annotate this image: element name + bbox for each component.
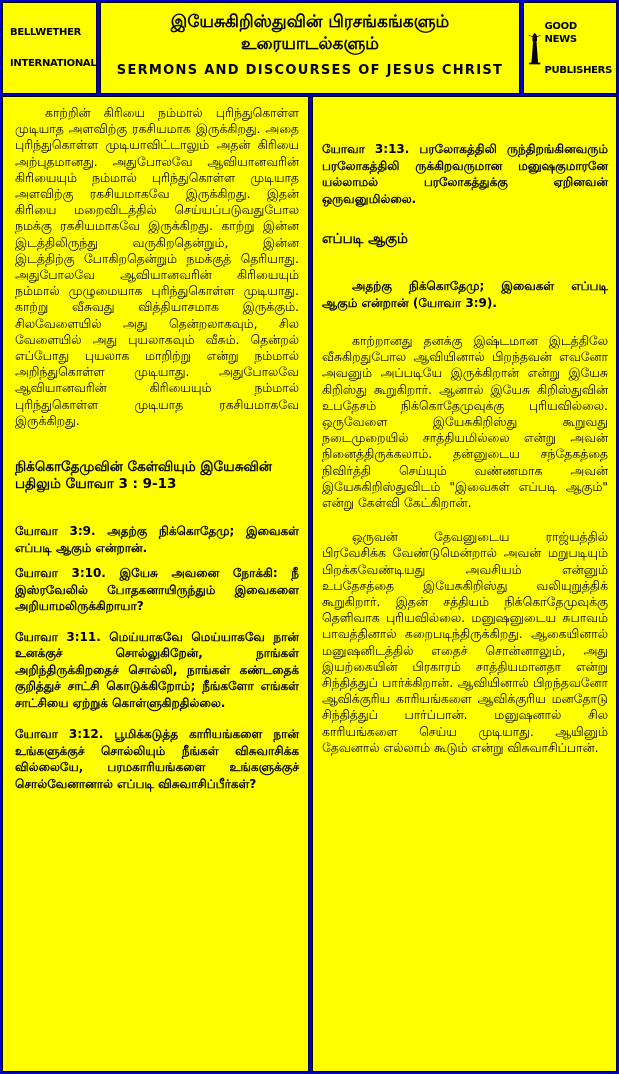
paragraph-2: ஒருவன் தேவனுடைய ராஜ்யத்தில் பிரவேசிக்க வேண்டுமென்றால் அவன் மறுபடியும் பிறக்கவேண்டியது அவசியம் என்னும் உபதேசத்தை இயேசுகிறிஸ்து வலியுறுத்திக் கூறுகிறார். இதன் சத்தியம் நிக்கொதேமுவுக்கு தெளிவாக புரியவில்லை. மனுஷனுடைய சுபாவம் பாவத்தினால் கறைபடிந்திருக்கிறது. ஆகையினால் மனுஷனிடத்தில் எதைச் சொன்னாலும், அது இயற்கையின் பிரகாரம் சாத்தியமானதா என்று சிந்தித்துப் பார்க்கிறான். ஆவியினால் பிறந்தவனோ ஆவிக்குரிய காரியங்களை ஆவிக்குரிய மனதோடு சிந்தித்துப் பார்ப்பான். மனுஷனால் சில காரியங்களை செய்ய முடியாது. ஆயினும் தேவனால் எல்லாம் கூடும் என்று விசுவாசிப்பான்.: [322, 529, 608, 755]
verse-3-12: யோவா 3:12. பூமிக்கடுத்த காரியங்களை நான் உங்களுக்குச் சொல்லியும் நீங்கள் விசுவாசிக்க வில்லையே, பரமகாரியங்களை உங்களுக்குச் சொல்வேனானால் எப்படி விசுவாசிப்பீர்கள்?: [15, 727, 299, 791]
logo-right-line1: GOOD NEWS: [544, 20, 577, 45]
good-news-publishers-logo: [523, 2, 617, 94]
page-title-tamil-line1: இயேசுகிறிஸ்துவின் பிரசங்கங்களும்: [170, 12, 450, 32]
logo-right-line2: PUBLISHERS: [544, 64, 612, 76]
section-heading: நிக்கொதேமுவின் கேள்வியும் இயேசுவின் பதிலும் யோவா 3 : 9-13: [15, 459, 272, 493]
verse-3-11: யோவா 3:11. மெய்யாகவே மெய்யாகவே நான் உனக்குச் சொல்லுகிறேன், நாங்கள் அறிந்திருக்கிறதைச் சொல்லி, நாங்கள் கண்டதைக் குறித்துச் சாட்சி கொடுக்கிறோம்; நீங்களோ எங்கள் சாட்சியை ஏற்றுக் கொள்ளுகிறதில்லை.: [15, 629, 299, 710]
verse-3-9: யோவா 3:9. அதற்கு நிக்கொதேமு; இவைகள் எப்படி ஆகும் என்றான்.: [15, 524, 299, 555]
right-column: [312, 96, 617, 1072]
paragraph-1: காற்றானது தனக்கு இஷ்டமான இடத்திலே வீசுகிறதுபோல ஆவியினால் பிறந்தவன் எவனோ அவனும் அப்படியே இருக்கிறான் என்று இயேசு கிறிஸ்து கூறுகிறார். ஆனால் இயேசு கிறிஸ்துவின் உபதேசம் நிக்கொதேமுவுக்கு புரியவில்லை. ஒருவேளை இயேசுகிறிஸ்து கூறுவது நடைமுறையில் சாத்தியமில்லை என்று அவன் நினைத்திருக்கலாம். தன்னுடைய சந்தேகத்தை நிவிர்த்தி செய்யும் வண்ணமாக அவன் இயேசுகிறிஸ்துவிடம் "இவைகள் எப்படி ஆகும்" என்று கேள்வி கேட்கிறான்.: [322, 333, 608, 511]
lighthouse-icon: [528, 18, 542, 78]
page-header: [100, 2, 520, 94]
page-title-tamil-line2: உரையாடல்களும்: [241, 34, 379, 54]
bellwether-logo: [2, 2, 97, 94]
intro-paragraph: காற்றின் கிரியை நம்மால் புரிந்துகொள்ள முடியாத அளவிற்கு ரகசியமாக இருக்கிறது. அதை புரிந்துகொள்ள முடியாவிட்டாலும் அதன் கிரியை அற்புதமானது. அதுபோலவே ஆவியானவரின் கிரியையும் நம்மால் புரிந்துகொள்ள முடியாத அளவிற்கு ரகசியமாகவே இருக்கிறது. இதன் கிரியை மறைவிடத்தில் செய்யப்படுவதுபோல நமக்கு ரகசியமாகவே இருக்கிறது. காற்று இன்ன இடத்திலிருந்து வருகிறதென்றும், இன்ன இடத்திற்கு போகிறதென்றும் நமக்குத் தெரியாது. அதுபோலவே ஆவியானவரின் கிரியையும் நம்மால் முழுமையாக புரிந்துகொள்ள முடியாது. காற்று வீசுவது வித்தியாசமாக இருக்கும். சிலவேளையில் அது தென்றலாகவும், சில வேளையில் அது புயலாகவும் வீசும். தென்றல் எப்போது புயலாக மாறிற்று என்று நம்மால் அறிந்துகொள்ள முடியாது. அதுபோலவே ஆவியானவரின் கிரியையும் நம்மால் புரிந்துகொள்ள முடியாத ரகசியமாகவே இருக்கிறது.: [15, 105, 299, 428]
subheading: எப்படி ஆகும்: [322, 231, 408, 247]
verse-3-13: யோவா 3:13. பரலோகத்திலி ருந்திறங்கினவரும் பரலோகத்திலி ருக்கிறவருமான மனுஷகுமாரனே யல்லாமல் பரலோகத்துக்கு ஏறினவன் ஒருவனுமில்லை.: [322, 142, 608, 206]
page-title-english: SERMONS AND DISCOURSES OF JESUS CHRIST: [116, 63, 504, 78]
logo-left-line2: INTERNATIONAL: [10, 58, 97, 69]
left-column: [2, 96, 309, 1072]
logo-left-line1: BELLWETHER: [10, 27, 82, 38]
subheading-verse: அதற்கு நிக்கொதேமு; இவைகள் எப்படி ஆகும் என்றான் (யோவா 3:9).: [322, 279, 608, 310]
verse-3-10: யோவா 3:10. இயேசு அவனை நோக்கி: நீ இஸ்ரவேலில் போதகனாயிருந்தும் இவைகளை அறியாமலிருக்கிறாயா?: [15, 566, 299, 614]
